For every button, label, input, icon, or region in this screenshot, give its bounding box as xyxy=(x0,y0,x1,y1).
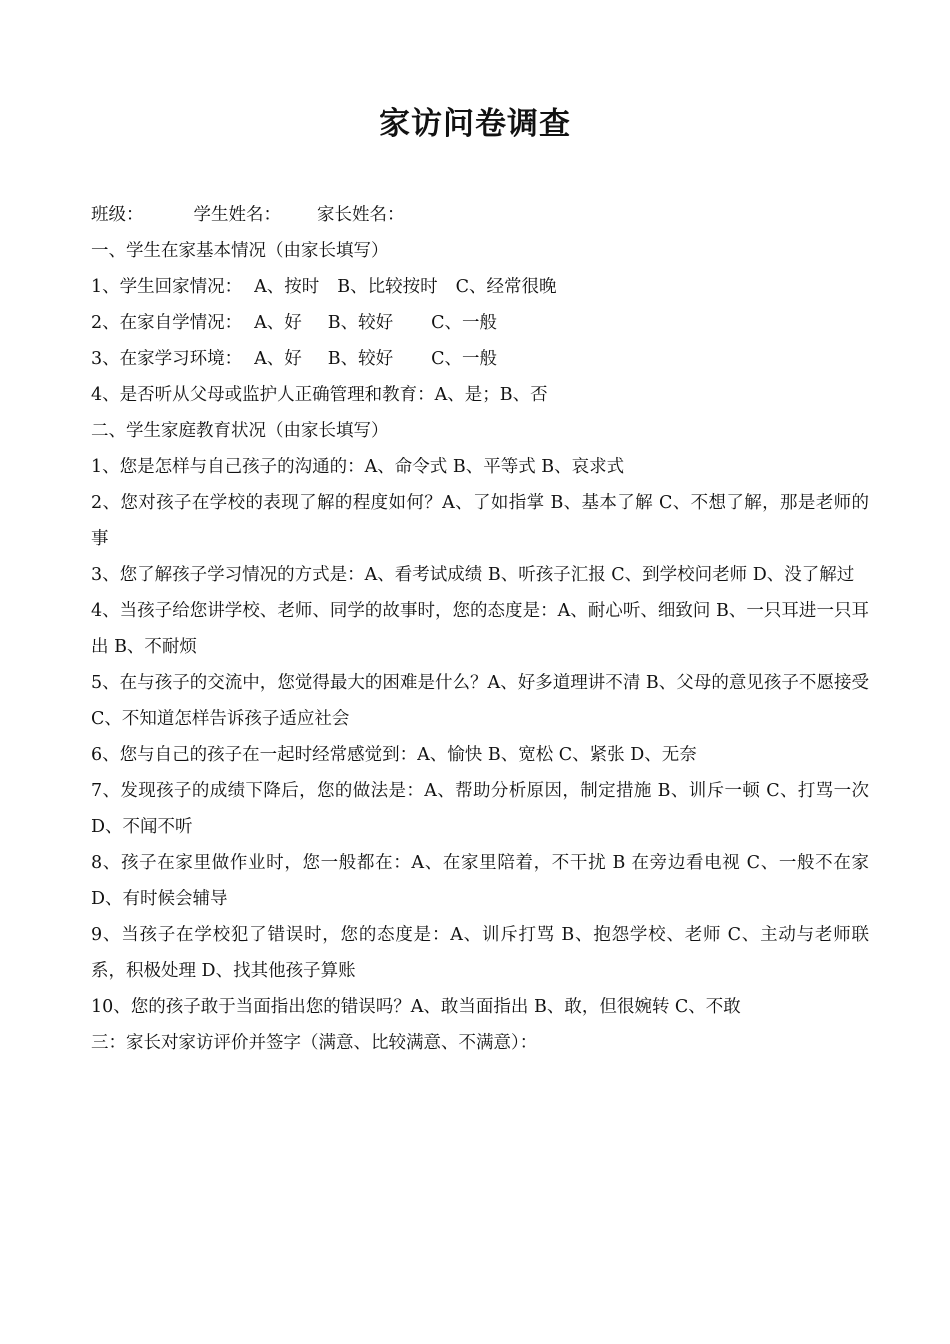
section2-question-7: 7、发现孩子的成绩下降后，您的做法是：A、帮助分析原因，制定措施 B、训斥一顿 C、打骂一次 D、不闻不听 xyxy=(91,781,869,837)
section2-question-9: 9、当孩子在学校犯了错误时，您的态度是：A、训斥打骂 B、抱怨学校、老师 C、主动与老师联系，积极处理 D、找其他孩子算账 xyxy=(91,925,869,981)
questionnaire-body xyxy=(91,197,869,1061)
student-name-label: 学生姓名： xyxy=(193,205,281,225)
section2-heading: 二、学生家庭教育状况（由家长填写） xyxy=(91,421,389,441)
section1-question-4: 4、是否听从父母或监护人正确管理和教育：A、是；B、否 xyxy=(91,385,548,405)
page-title: 家访问卷调查 xyxy=(379,106,571,142)
section2-question-6: 6、您与自己的孩子在一起时经常感觉到：A、愉快 B、宽松 C、紧张 D、无奈 xyxy=(91,745,697,765)
info-header xyxy=(91,197,869,233)
section1-question-3: 3、在家学习环境： A、好 B、较好 C、一般 xyxy=(91,349,498,369)
class-label: 班级： xyxy=(91,205,144,225)
section2-question-4: 4、当孩子给您讲学校、老师、同学的故事时，您的态度是：A、耐心听、细致问 B、一只耳进一只耳出 B、不耐烦 xyxy=(91,601,869,657)
section1-question-2: 2、在家自学情况： A、好 B、较好 C、一般 xyxy=(91,313,498,333)
section2-question-10: 10、您的孩子敢于当面指出您的错误吗？A、敢当面指出 B、敢，但很婉转 C、不敢 xyxy=(91,997,741,1017)
section2-question-3: 3、您了解孩子学习情况的方式是：A、看考试成绩 B、听孩子汇报 C、到学校问老师 D、没了解过 xyxy=(91,565,855,585)
parent-name-label: 家长姓名： xyxy=(317,205,405,225)
section1-heading: 一、学生在家基本情况（由家长填写） xyxy=(91,241,389,261)
section2-question-8: 8、孩子在家里做作业时，您一般都在：A、在家里陪着，不干扰 B 在旁边看电视 C、一般不在家 D、有时候会辅导 xyxy=(91,853,869,909)
section3-heading: 三：家长对家访评价并签字（满意、比较满意、不满意）： xyxy=(91,1033,538,1053)
section2-question-2: 2、您对孩子在学校的表现了解的程度如何？A、了如指掌 B、基本了解 C、不想了解，那是老师的事 xyxy=(91,493,869,549)
section1-question-1: 1、学生回家情况： A、按时 B、比较按时 C、经常很晚 xyxy=(91,277,557,297)
section2-question-1: 1、您是怎样与自己孩子的沟通的：A、命令式 B、平等式 B、哀求式 xyxy=(91,457,625,477)
section2-question-5: 5、在与孩子的交流中，您觉得最大的困难是什么？A、好多道理讲不清 B、父母的意见孩子不愿接受 C、不知道怎样告诉孩子适应社会 xyxy=(91,673,869,729)
